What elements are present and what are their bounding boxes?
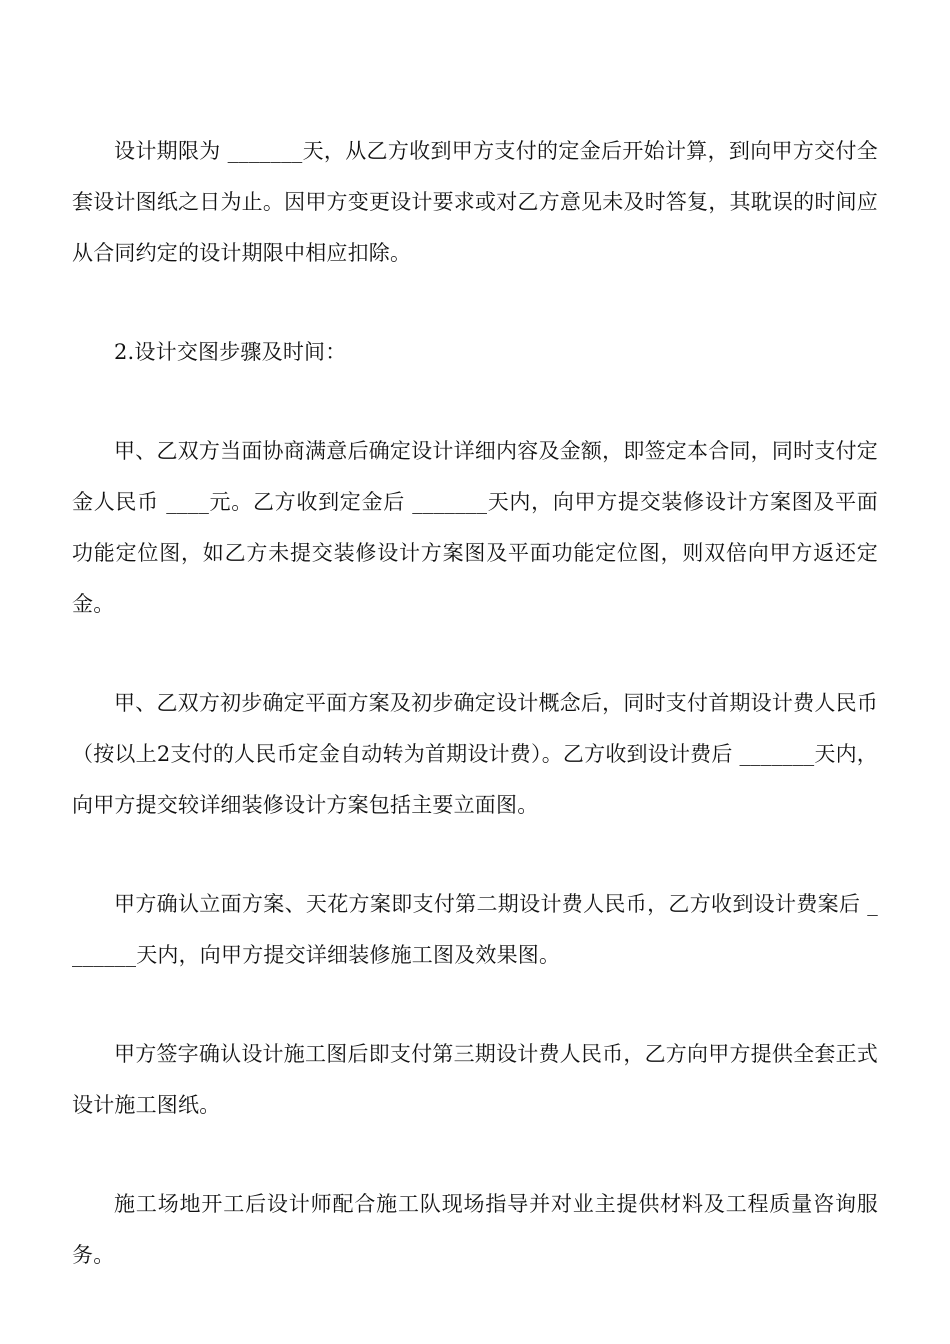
- paragraph-gap: [72, 1131, 878, 1179]
- paragraph-design-period: 设计期限为 _______天，从乙方收到甲方支付的定金后开始计算，到向甲方交付全套设计图纸之日为止。因甲方变更设计要求或对乙方意见未及时答复，其耽误的时间应从合同约定的设计期限中相应扣除。: [72, 139, 878, 265]
- paragraph-gap: [72, 279, 878, 327]
- paragraph-second-payment: 甲方确认立面方案、天花方案即支付第二期设计费人民币，乙方收到设计费案后 _______天内，向甲方提交详细装修施工图及效果图。: [72, 892, 878, 967]
- paragraph-deposit: 甲、乙双方当面协商满意后确定设计详细内容及金额，即签定本合同，同时支付定金人民币 ____元。乙方收到定金后 _______天内，向甲方提交装修设计方案图及平面功能定位图，如乙方未提交装修设计方案图及平面功能定位图，则双倍向甲方返还定金。: [72, 439, 878, 616]
- paragraph-site-service: 施工场地开工后设计师配合施工队现场指导并对业主提供材料及工程质量咨询服务。: [72, 1192, 878, 1267]
- paragraph-third-payment: 甲方签字确认设计施工图后即支付第三期设计费人民币，乙方向甲方提供全套正式设计施工图纸。: [72, 1042, 878, 1117]
- document-page: [72, 126, 878, 1281]
- paragraph-gap: [72, 630, 878, 678]
- section-heading-delivery-steps: 2.设计交图步骤及时间：: [114, 340, 347, 364]
- paragraph-gap: [72, 981, 878, 1029]
- paragraph-first-payment: 甲、乙双方初步确定平面方案及初步确定设计概念后，同时支付首期设计费人民币（按以上2支付的人民币定金自动转为首期设计费）。乙方收到设计费后 _______天内，向甲方提交较详细装修设计方案包括主要立面图。: [72, 691, 878, 817]
- paragraph-gap: [72, 831, 878, 879]
- paragraph-gap: [72, 378, 878, 426]
